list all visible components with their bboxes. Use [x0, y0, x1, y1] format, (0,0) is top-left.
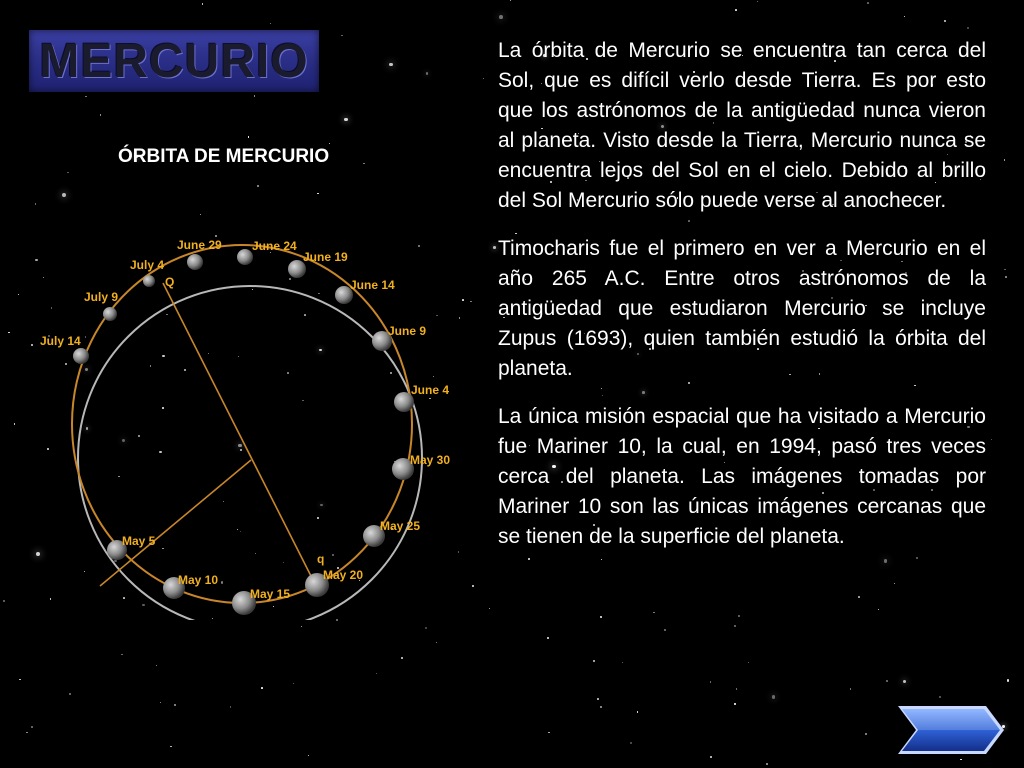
star	[499, 15, 503, 19]
star	[748, 662, 749, 663]
label-june19: June 19	[303, 250, 348, 264]
planet-july14	[73, 348, 89, 364]
star	[710, 681, 712, 683]
star	[757, 1, 758, 2]
star	[254, 95, 256, 97]
mercurio-logo	[29, 30, 319, 92]
label-point-q: q	[317, 552, 325, 566]
star	[270, 23, 271, 24]
star	[85, 96, 87, 98]
star	[630, 742, 632, 744]
label-july9: July 9	[84, 290, 119, 304]
star	[735, 9, 737, 11]
star	[939, 696, 941, 698]
star	[363, 163, 365, 165]
star	[483, 78, 484, 79]
label-may15: May 15	[250, 587, 291, 601]
star	[261, 687, 263, 689]
star	[317, 193, 319, 195]
star	[664, 629, 666, 631]
paragraph-history: Timocharis fue el primero en ver a Mercurio en el año 265 A.C. Entre otros astrónomos de la antigüedad que estudiaron Mercurio se incluye Zupus (1693), quien también estudió la órbita del planeta.	[498, 237, 986, 380]
star	[858, 596, 860, 598]
star	[3, 600, 5, 602]
star	[470, 301, 471, 302]
star	[894, 583, 895, 584]
star	[489, 608, 490, 609]
star	[35, 203, 36, 204]
star	[344, 118, 347, 121]
label-june14: June 14	[350, 278, 395, 292]
star	[8, 332, 10, 334]
planet-june24	[237, 249, 253, 265]
star	[736, 688, 738, 690]
description-text	[498, 36, 986, 570]
label-may25: May 25	[380, 519, 421, 533]
star	[738, 615, 740, 617]
label-may30: May 30	[410, 453, 451, 467]
star	[18, 294, 19, 295]
star	[376, 673, 377, 674]
diagram-title: ÓRBITA DE MERCURIO	[118, 146, 330, 167]
planet-july9	[103, 307, 117, 321]
star	[230, 706, 232, 708]
planet-june29	[187, 254, 203, 270]
arrow-right-icon	[898, 706, 1004, 754]
star	[886, 680, 888, 682]
star	[426, 72, 429, 75]
star	[301, 626, 302, 627]
apsis-line	[163, 283, 315, 584]
star	[903, 680, 906, 683]
star	[248, 136, 250, 138]
label-may20: May 20	[323, 568, 364, 582]
label-june29: June 29	[177, 238, 222, 252]
star	[622, 662, 623, 663]
star	[329, 143, 330, 144]
star	[960, 759, 961, 760]
star	[121, 654, 122, 655]
star	[878, 609, 879, 610]
star	[257, 185, 258, 186]
planet-positions	[73, 249, 414, 615]
star	[293, 683, 294, 684]
star	[1007, 679, 1009, 681]
planet-july4	[143, 275, 155, 287]
label-july14: July 14	[40, 334, 81, 348]
star	[389, 63, 393, 67]
star	[26, 732, 28, 734]
star	[600, 616, 602, 618]
star	[436, 642, 437, 643]
star	[593, 660, 595, 662]
star	[425, 627, 427, 629]
star	[865, 733, 867, 735]
star	[548, 732, 549, 733]
star	[510, 0, 511, 1]
star	[401, 657, 403, 659]
star	[734, 625, 736, 627]
star	[547, 637, 549, 639]
radius-line	[100, 460, 251, 586]
label-july4: July 4	[130, 258, 165, 272]
label-may10: May 10	[178, 573, 219, 587]
star	[766, 763, 768, 765]
label-june24: June 24	[252, 239, 297, 253]
star	[14, 423, 16, 425]
logo-text: MERCURIO	[39, 34, 309, 88]
star	[850, 688, 851, 689]
star	[867, 2, 869, 4]
orbit-diagram	[30, 220, 470, 620]
next-slide-button[interactable]	[898, 706, 1004, 754]
star	[1004, 159, 1006, 161]
star	[710, 756, 712, 758]
reference-circle	[78, 286, 422, 620]
star	[493, 246, 496, 249]
star	[991, 439, 993, 441]
star	[637, 711, 639, 713]
star	[597, 698, 599, 700]
star	[772, 695, 775, 698]
label-point-Q: Q	[165, 275, 175, 289]
star	[653, 612, 655, 614]
star	[600, 706, 602, 708]
star	[1005, 276, 1007, 278]
label-june9: June 9	[388, 324, 427, 338]
paragraph-orbit: La órbita de Mercurio se encuentra tan cerca del Sol, que es difícil verlo desde Tierra. Es por esto que los astrónomos de la antigüedad nunca vieron al planeta. Visto desde la Tierra, Mercurio nunca se encuentra lejos del Sol en el cielo. Debido al brillo del Sol Mercurio sólo puede verse al anochecer.	[498, 39, 986, 212]
star	[62, 193, 66, 197]
star	[170, 746, 172, 748]
label-may5: May 5	[122, 534, 156, 548]
paragraph-mariner: La única misión espacial que ha visitado a Mercurio fue Mariner 10, la cual, en 1994, pasó tres veces cerca del planeta. Las imágenes tomadas por Mariner 10 son las únicas imágenes cercanas que se tienen de la superficie del planeta.	[498, 405, 986, 548]
star	[200, 214, 201, 215]
star	[156, 665, 157, 666]
star	[174, 704, 176, 706]
star	[341, 35, 343, 37]
star	[944, 20, 946, 22]
star	[19, 679, 20, 680]
star	[31, 726, 33, 728]
label-june4: June 4	[411, 383, 450, 397]
star	[69, 693, 71, 695]
star	[967, 27, 969, 29]
star	[1004, 269, 1006, 271]
star	[904, 16, 905, 17]
star	[202, 3, 203, 4]
star	[308, 755, 309, 756]
star	[67, 172, 68, 173]
star	[472, 585, 474, 587]
star	[160, 702, 161, 703]
star	[100, 114, 102, 116]
star	[734, 703, 735, 704]
